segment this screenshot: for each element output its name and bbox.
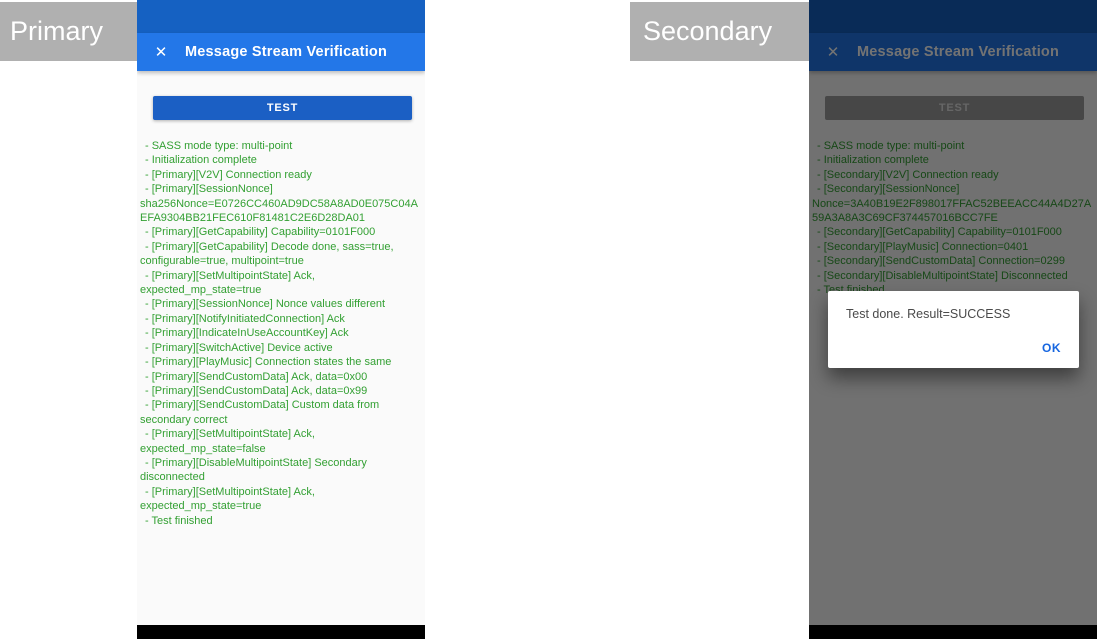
log-line: - [Primary][IndicateInUseAccountKey] Ack [145,327,349,340]
log-line: - [Primary][SendCustomData] Custom data from secondary correct [140,399,380,426]
status-bar [137,0,425,33]
page-title: Message Stream Verification [185,44,388,60]
app-bar [137,33,425,71]
log-line: - SASS mode type: multi-point [145,140,293,152]
test-log [140,139,421,528]
secondary-device-label: Secondary [630,2,809,61]
log-line: - [Primary][SessionNonce] sha256Nonce=E0726CC460AD9DC58A8AD0E075C04AEFA9304BB21FEC610F81481C2E6D28DA01 [140,183,418,225]
primary-phone-screen [137,0,425,639]
log-line: - [Primary][GetCapability] Decode done, sass=true, configurable=true, multipoint=true [140,240,394,268]
log-line: - [Primary][GetCapability] Capability=0101F000 [145,226,376,239]
log-line: - [Primary][NotifyInitiatedConnection] Ack [145,312,345,325]
log-line: - [Primary][SwitchActive] Device active [145,341,333,354]
log-line: - [Primary][V2V] Connection ready [145,168,312,181]
test-button[interactable]: TEST [153,96,412,120]
log-line: - Initialization complete [145,154,257,167]
android-nav-bar [137,625,425,639]
log-line: - [Primary][SetMultipointState] Ack, expected_mp_state=true [140,485,315,513]
primary-device-label: Primary [0,2,137,61]
log-line: - Test finished [145,514,213,527]
log-line: - [Primary][PlayMusic] Connection states the same [145,356,392,369]
ok-button[interactable]: OK [1042,341,1061,355]
secondary-phone-screen [809,0,1097,639]
close-icon[interactable]: ✕ [154,44,168,61]
result-dialog [828,291,1079,368]
log-line: - [Primary][SetMultipointState] Ack, expected_mp_state=false [140,428,315,455]
log-line: - [Primary][SessionNonce] Nonce values different [145,298,386,311]
log-line: - [Primary][SetMultipointState] Ack, expected_mp_state=true [140,269,315,297]
log-line: - [Primary][SendCustomData] Ack, data=0x99 [145,384,368,397]
dialog-message: Test done. Result=SUCCESS [846,307,1011,321]
log-line: - [Primary][DisableMultipointState] Secondary disconnected [140,456,367,484]
log-line: - [Primary][SendCustomData] Ack, data=0x00 [145,370,368,383]
